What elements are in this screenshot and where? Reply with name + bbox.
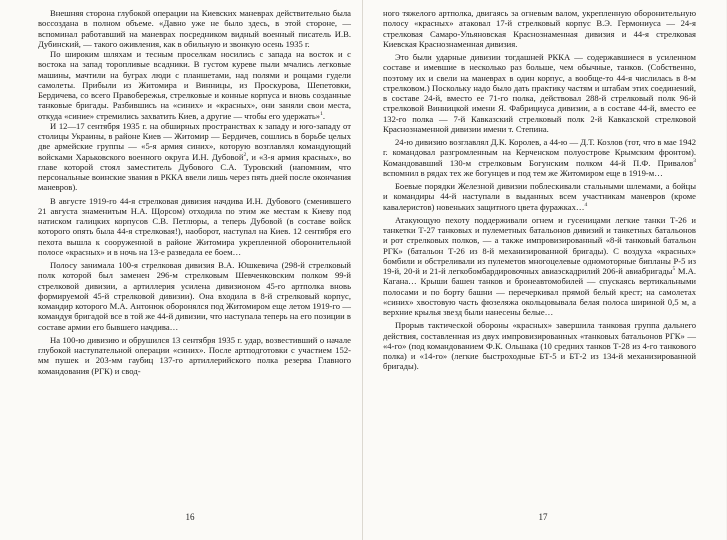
paragraph-text: , и «3-я армия красных», во главе которой стоял заместитель Дубового С.А. Туровский (напомним, что персональные воинские звания в РККА ввели лишь через пять дней после окончания маневров).	[38, 151, 351, 193]
paragraph	[38, 121, 351, 193]
paragraph: Полосу занимала 100-я стрелковая дивизия В.А. Юшкевича (298-й стрелковый полк которой был заменен 296-м стрелковым Шевченковским полком 99-й стрелковой дивизии, а артиллерия усилена дивизионом 45-го артполка вновь формируемой 45-й стрелковой дивизии). Она входила в 8-й стрелковый корпус, командир которого М.А. Антонюк оборонялся под Житомиром еще летом 1919-го — командуя бригадой все в той же 44-й дивизии, что наступала теперь на его позиции в составе армии его бывшего начдива…	[38, 260, 351, 332]
paragraph: На 100-ю дивизию и обрушился 13 сентября 1935 г. удар, возвестивший о начале глубокой наступательной операции «синих». После артподготовки с участием 152-мм пушек и 203-мм гаубиц 137-го артиллерийского полка резерва Главного командования (РГК) и свод-	[38, 334, 351, 376]
footnote-ref: 4	[584, 201, 588, 208]
page-number: 17	[538, 512, 548, 522]
left-page-text	[38, 8, 351, 376]
paragraph	[383, 137, 696, 178]
right-page-text	[383, 8, 696, 372]
paragraph: В августе 1919-го 44-я стрелковая дивизия начдива И.Н. Дубового (сменившего 21 августа знаменитым Н.А. Щорсом) отходила по этим же местам к Киеву под натиском галицких корпусов С.В. Петлюры, а теперь Дубовой (в составе войск которого опять была 44-я стрелковая!), наоборот, наступал на Киев. 12 сентября его пехота вышла к сооруженной в районе Житомира укрепленной оборонительной полосе «красных» и в ночь на 13-е разведала ее боем…	[38, 195, 351, 257]
page-number: 16	[185, 512, 195, 522]
paragraph-text: Атакующую пехоту поддерживали огнем и гусеницами легкие танки Т-26 и танкетки Т-27 танковых и пулеметных батальонов дивизий и танкетных батальонов и рот стрелковых полков, — а также импровизированный «8-й танковый батальон РГК» (батальон Т-26 из 8-й механизированной бригады). С воздуха «красных» бомбили и обстреливали из пулеметов многоцелевые одномоторные бипланы Р-5 из 19-й, 20-й и 21-й легкобомбардировочных авиаэскадрилий 206-й авиабригады	[383, 214, 696, 276]
paragraph	[383, 215, 696, 318]
paragraph: По широким шляхам и тесным проселкам носились с запада на восток и с востока на запад торопливые всадники. В густом куреве пыли мчались легковые машины, мачтили на буграх люди с планшетами, над полями и рощами гудели самолеты. Прибыли из Житомира и Винницы, из Проскурова, Шепетовки, Бердичева, со всего Правобережья, стрелковые и конные корпуса и вновь созданные танковые бригады. Разбившись на «синих» и «красных», они заняли свои места, откуда «синие» стремились захватить Киев, а другие — чтобы его удержать»$^1$.	[38, 49, 351, 121]
footnote-ref: 5	[672, 266, 676, 273]
paragraph-text: М.А. Кагана… Крыши башен танков и бронеавтомобилей — спускаясь вертикальными полосами и по борту башни — перечеркивал прямой белый крест; на самолетах «синих» хвостовую часть фюзеляжа окольцовывала белая полоса шириной 0,5 м, а верхние крылья звезд были нанесены белые…	[383, 266, 696, 317]
footnote-ref: 1	[320, 110, 323, 117]
paragraph: Внешняя сторона глубокой операции на Киевских маневрах действительно была воссоздана в полном объеме. «Давно уже не было здесь, в этой стороне, — вспоминал работавший на маневрах посредником видный военный писатель И.В. Дубинский, — такого оживления, как в обильную и звонкую осень 1935 г.	[38, 8, 351, 49]
left-page	[0, 0, 363, 540]
footnote-ref: 2	[243, 151, 247, 158]
paragraph-text: И 12—17 сентября 1935 г. на обширных пространствах к западу и юго-западу от столицы Украины, в районе Киев — Житомир — Бердичев, сошлись в борьбе целых две армейские группы — «5-я армия синих», которую возглавлял командующий войсками Харьковского военного округа И.Н. Дубовой	[38, 120, 351, 162]
paragraph: Прорыв тактической обороны «красных» завершила танковая группа дальнего действия, составленная из двух импровизированных «танковых батальонов РГК» — «4-го» (под командованием Ф.К. Ольшака (10 средних танков Т-28 из 4-го танкового полка) и «14-го» (легкие быстроходные БТ-5 и БТ-2 из 134-й механизированной бригады).	[383, 320, 696, 372]
paragraph-text: 24-ю дивизию возглавлял Д.К. Королев, а 44-ю — Д.Т. Козлов (тот, что в мае 1942 г. командовал разгромленным на Керченском полуострове Крымским фронтом). Командовавший 130-м стрелковым Богунским полком 44-й П.Ф. Привалов	[383, 137, 696, 168]
footnote-ref: 3	[693, 157, 696, 164]
paragraph	[383, 181, 696, 212]
paragraph-text: По широким шляхам и тесным проселкам носились с запада на восток и с востока на запад торопливые всадники. В густом куреве пыли мчались легковые машины, мачтили на буграх люди с планшетами, над полями и рощами гудели самолеты. Прибыли из Житомира и Винницы, из Проскурова, Шепетовки, Бердичева, со всего Правобережья, стрелковые и конные корпуса и вновь созданные танковые бригады. Разбившись на «синих» и «красных», они заняли свои места, откуда «синие» стремились захватить Киев, а другие — чтобы его удержать»	[38, 49, 351, 121]
paragraph-text: вспомнил в рядах тех же богунцев и под тем же Житомиром еще в 1919-м…	[383, 167, 663, 178]
right-page	[363, 0, 726, 540]
paragraph: Это были ударные дивизии тогдашней РККА — содержавшиеся в усиленном составе и имевшие в несколько раз больше, чем обычные, танков. (Собственно, поэтому их и свели на маневрах в один корпус, а вообще-то 44-я числилась в 8-м стрелковом.) Поскольку надо было дать практику частям и штабам этих соединений, в составе 24-й, вместо ее 71-го полка, действовал 288-й стрелковый полк 96-й стрелковой Винницкой имени Я. Фабрициуса дивизии, а в составе 44-й, вместо ее 132-го полка — 7-й Кавказский стрелковый полк 2-й Кавказской стрелковой Краснознаменной дивизии имени т. Степина.	[383, 52, 696, 134]
paragraph-text: Боевые порядки Железной дивизии поблескивали стальными шлемами, а бойцы и командиры 44-й наступали в выданных всем участникам маневров (кроме кавалеристов) новеньких защитного цвета фуражках…	[383, 181, 696, 212]
paragraph: ного тяжелого артполка, двигаясь за огневым валом, укрепленную оборонительную полосу «красных» атаковал 17-й стрелковый корпус В.Э. Гермониуса — 24-я стрелковая Самаро-Ульяновская Краснознаменная дивизия и 44-я стрелковая Киевская Краснознаменная дивизия.	[383, 8, 696, 49]
